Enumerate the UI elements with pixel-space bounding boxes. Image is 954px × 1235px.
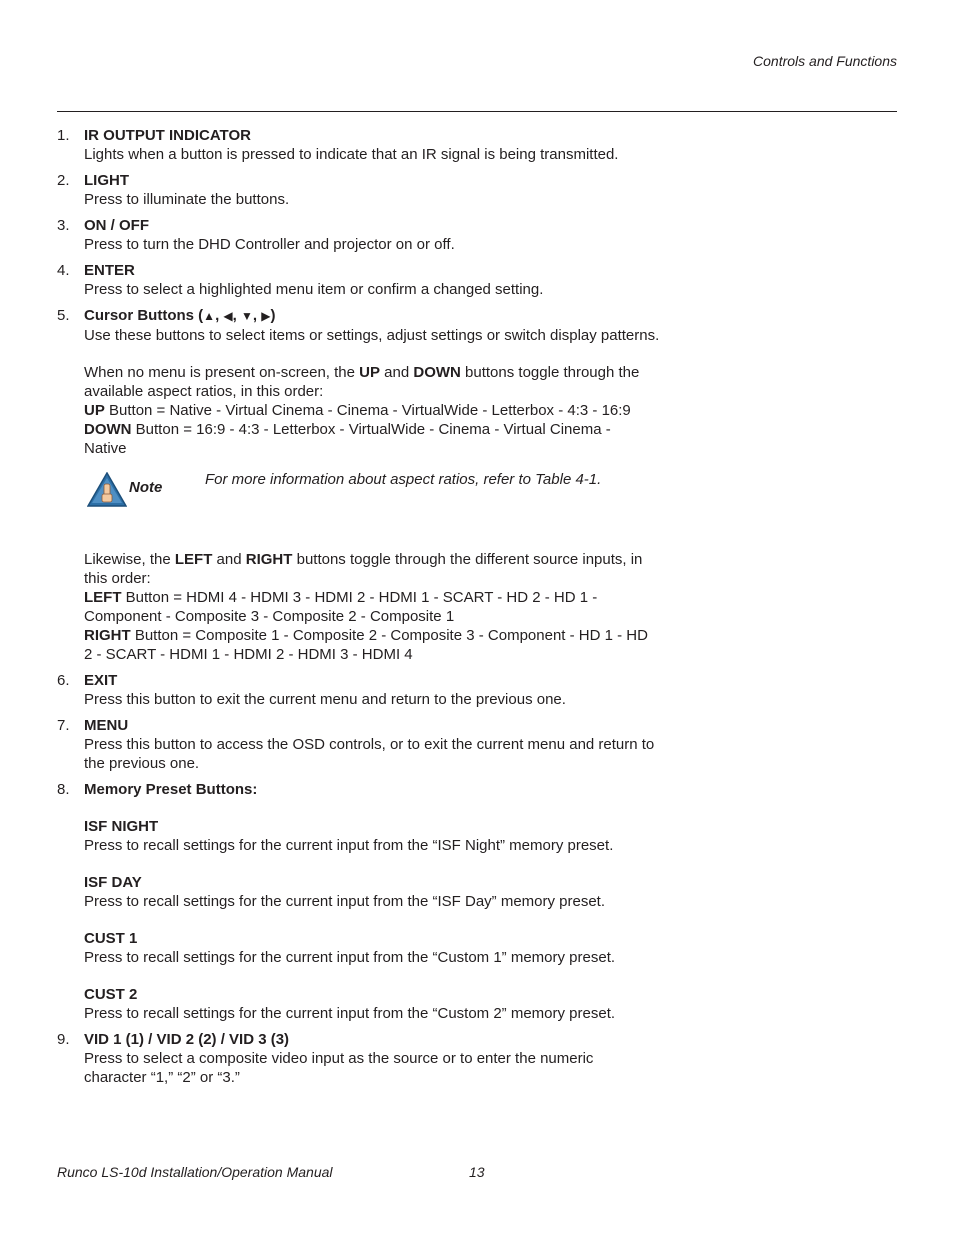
item-title [84,306,677,326]
down-keyword: DOWN [413,364,461,381]
item-number: 2. [57,172,70,189]
down-arrow-icon: ▼ [240,309,253,323]
up-down-paragraph [84,363,659,401]
right-keyword: RIGHT [245,551,293,568]
header-rule [57,111,897,112]
item-number: 3. [57,217,70,234]
separator: , [232,307,241,324]
item-description: Press this button to access the OSD controls, or to exit the current menu and return to the previous one. [84,736,655,772]
note-box [84,470,677,542]
list-item-light [57,171,677,209]
preset-description: Press to recall settings for the current input from the “Custom 2” memory preset. [84,1005,616,1022]
down-label: DOWN [84,421,132,438]
preset-title-isf-night: ISF NIGHT [84,818,159,835]
item-number: 5. [57,307,70,324]
list-item-enter [57,261,677,299]
item-number: 1. [57,127,70,144]
down-sequence [84,420,644,458]
preset-title-cust-1: CUST 1 [84,930,138,947]
up-arrow-icon: ▲ [203,309,216,323]
page-content [57,126,677,1094]
item-description: Press to illuminate the buttons. [84,191,290,208]
item-number: 8. [57,781,70,798]
note-warning-icon [87,472,127,508]
item-description: Press this button to exit the current menu and return to the previous one. [84,691,566,708]
separator: , [252,307,262,324]
list-item-on-off [57,216,677,254]
list-item-menu [57,716,677,773]
running-header: Controls and Functions [753,53,897,69]
item-description: Lights when a button is pressed to indicate that an IR signal is being transmitted. [84,146,619,163]
text-run: buttons toggle through the available aspect ratios, in this order: [84,364,640,400]
text-run: and [380,364,414,381]
item-title: Memory Preset Buttons: [84,781,258,798]
item-title: MENU [84,717,129,734]
item-number: 4. [57,262,70,279]
left-right-paragraph [84,550,659,588]
up-keyword: UP [359,364,380,381]
down-text: Button = 16:9 - 4:3 - Letterbox - VirtualWide - Cinema - Virtual Cinema - Native [84,421,611,457]
page-number: 13 [469,1164,485,1180]
text-run: buttons toggle through the different source inputs, in this order: [84,551,643,587]
item-title: ENTER [84,262,135,279]
title-suffix: ) [270,307,276,324]
item-description: Use these buttons to select items or settings, adjust settings or switch display patterns. [84,327,660,344]
right-arrow-icon: ▶ [261,309,271,323]
preset-title-isf-day: ISF DAY [84,874,142,891]
list-item-memory-presets [57,780,677,1023]
item-number: 9. [57,1031,70,1048]
item-title: VID 1 (1) / VID 2 (2) / VID 3 (3) [84,1031,290,1048]
item-description: Press to select a highlighted menu item or confirm a changed setting. [84,281,544,298]
item-title: EXIT [84,672,118,689]
up-label: UP [84,402,105,419]
item-title: LIGHT [84,172,129,189]
preset-description: Press to recall settings for the current input from the “ISF Day” memory preset. [84,893,606,910]
footer-manual-title: Runco LS-10d Installation/Operation Manual [57,1164,333,1180]
left-label: LEFT [84,589,122,606]
left-arrow-icon: ◀ [223,309,233,323]
preset-description: Press to recall settings for the current input from the “ISF Night” memory preset. [84,837,614,854]
title-prefix: Cursor Buttons ( [84,307,204,324]
preset-title-cust-2: CUST 2 [84,986,138,1003]
preset-description: Press to recall settings for the current input from the “Custom 1” memory preset. [84,949,616,966]
item-title: IR OUTPUT INDICATOR [84,127,251,144]
left-sequence [84,588,644,626]
up-text: Button = Native - Virtual Cinema - Cinema - VirtualWide - Letterbox - 4:3 - 16:9 [104,402,631,419]
item-description: Press to select a composite video input as the source or to enter the numeric character “1,” “2” or “3.” [84,1050,594,1086]
list-item-ir-output [57,126,677,164]
item-title: ON / OFF [84,217,149,234]
right-text: Button = Composite 1 - Composite 2 - Composite 3 - Component - HD 1 - HD 2 - SCART - HDMI 1 - HDMI 2 - HDMI 3 - HDMI 4 [84,627,648,663]
up-sequence [84,401,664,420]
right-sequence [84,626,649,664]
item-number: 6. [57,672,70,689]
left-text: Button = HDMI 4 - HDMI 3 - HDMI 2 - HDMI 1 - SCART - HD 2 - HD 1 - Component - Composite 3 - Composite 2 - Composite 1 [84,589,598,625]
list-item-cursor-buttons [57,306,677,664]
text-run: Likewise, the [84,551,175,568]
item-number: 7. [57,717,70,734]
text-run: and [212,551,246,568]
note-label: Note [129,479,163,496]
list-item-vid [57,1030,677,1087]
item-description: Press to turn the DHD Controller and projector on or off. [84,236,455,253]
separator: , [215,307,224,324]
note-text: For more information about aspect ratios, refer to Table 4-1. [205,471,602,488]
left-keyword: LEFT [174,551,213,568]
text-run: When no menu is present on-screen, the [84,364,360,381]
right-label: RIGHT [84,627,131,644]
list-item-exit [57,671,677,709]
